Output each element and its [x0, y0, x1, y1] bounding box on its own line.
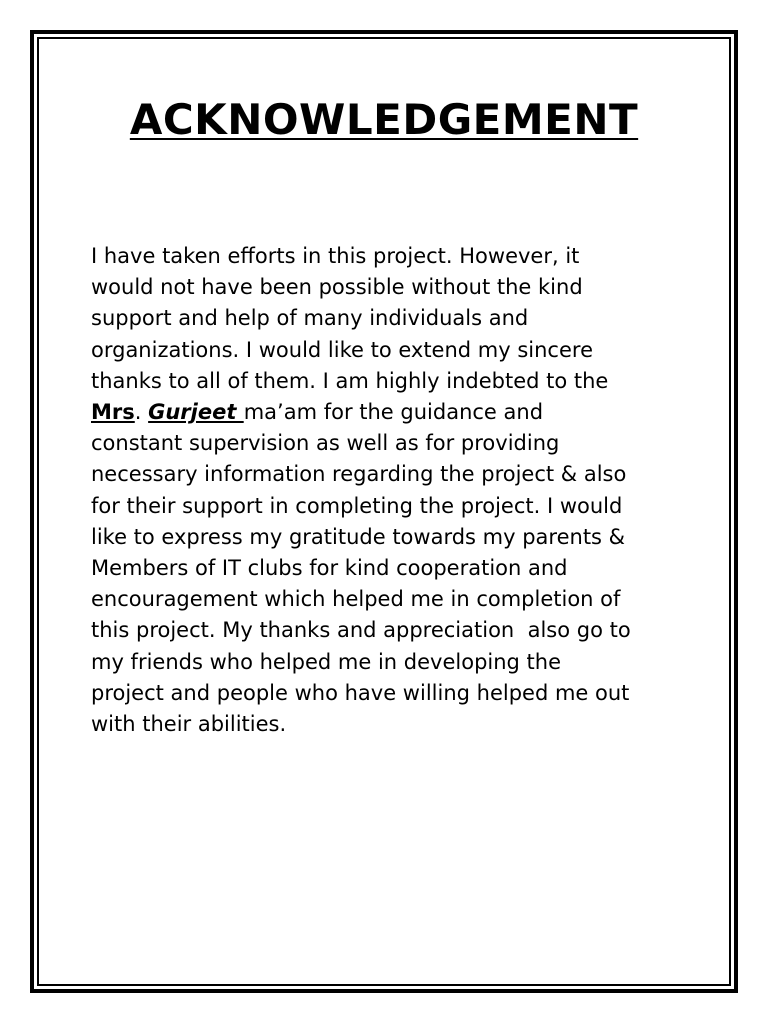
paragraph-line: my friends who helped me in developing the [91, 649, 562, 674]
paragraph-line: I have taken efforts in this project. However, it [91, 244, 580, 268]
paragraph-line: constant supervision as well as for providing [91, 431, 560, 456]
page-title [0, 92, 768, 148]
paragraph-line: would not have been possible without the kind [91, 275, 583, 300]
paragraph-line: thanks to all of them. I am highly indebted to the [91, 368, 609, 393]
paragraph-line: this project. My thanks and appreciation also go to [91, 618, 631, 643]
paragraph-line: with their abilities. [91, 712, 287, 737]
paragraph-line: organizations. I would like to extend my sincere [91, 337, 593, 362]
honorific-mrs: Mrs [91, 400, 135, 425]
paragraph-line: encouragement which helped me in completion of [91, 587, 621, 612]
acknowledgement-paragraph [91, 241, 691, 740]
paragraph-line: Members of IT clubs for kind cooperation and [91, 556, 568, 581]
page-title-text: ACKNOWLEDGEMENT [129, 95, 639, 144]
paragraph-line: project and people who have willing helped me out [91, 680, 630, 705]
paragraph-line-with-name [91, 397, 691, 428]
paragraph-line: support and help of many individuals and [91, 306, 529, 331]
paragraph-line: for their support in completing the project. I would [91, 493, 623, 518]
name-separator: . [134, 400, 149, 425]
paragraph-line: like to express my gratitude towards my parents & [91, 524, 626, 549]
paragraph-line-rest: ma’am for the guidance and [243, 400, 544, 425]
guide-name: Gurjeet [148, 400, 244, 425]
paragraph-line: necessary information regarding the project & also [91, 462, 627, 487]
